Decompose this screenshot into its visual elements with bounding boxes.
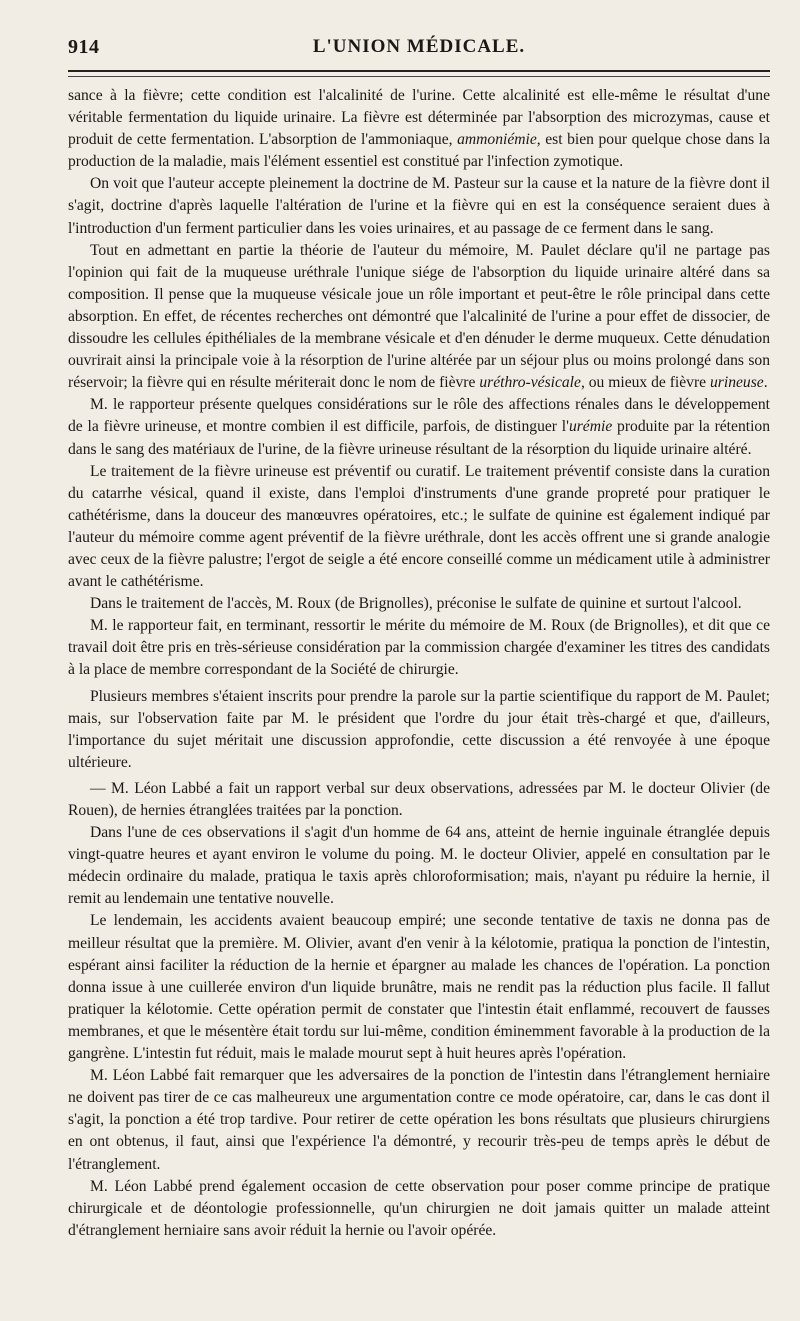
paragraph: [68, 822, 770, 910]
text-segment: — M. Léon Labbé a fait un rapport verbal sur deux observations, adressées par M. le docteur Olivier (de Rouen), de hernies étranglées traitées par la ponction.: [68, 779, 770, 819]
running-header: [68, 32, 770, 62]
italic-term: urineuse: [710, 374, 764, 392]
header-rule: [68, 70, 770, 72]
paragraph: [68, 615, 770, 681]
text-segment: On voit que l'auteur accepte pleinement la doctrine de M. Pasteur sur la cause et la nature de la fièvre dont il s'agit, doctrine d'après laquelle l'altération de l'urine et la fièvre qui en est la conséquence seraient dues à l'introduction d'un ferment particulier dans les voies urinaires, et au passage de ce ferment dans le sang.: [68, 175, 770, 237]
paragraph: [68, 240, 770, 395]
text-segment: Le traitement de la fièvre urineuse est préventif ou curatif. Le traitement préventif consiste dans la curation du catarrhe vésical, quand il existe, dans l'emploi d'instruments d'une grande propreté pour pratiquer le cathétérisme, dans la douceur des manœuvres opératoires, etc.; le sulfate de quinine est également indiqué par l'auteur du mémoire comme agent préventif de la fièvre uréthrale, dont les accès offrent une si grande analogie avec ceux de la fièvre palustre; l'ergot de seigle a été encore conseillé comme un médicament utile à administrer avant le cathétérisme.: [68, 462, 770, 591]
text-segment: Dans l'une de ces observations il s'agit d'un homme de 64 ans, atteint de hernie inguinale étranglée depuis vingt-quatre heures et ayant environ le volume du poing. M. le docteur Olivier, appelé en consultation par le médecin ordinaire du malade, pratiqua le taxis après chloroformisation; mais, n'ayant pu réduire la hernie, il remit au lendemain une tentative nouvelle.: [68, 824, 770, 908]
paragraph: [68, 1065, 770, 1175]
header-rule-thin: [68, 76, 770, 77]
paragraph: [68, 593, 770, 615]
text-segment: M. Léon Labbé fait remarquer que les adversaires de la ponction de l'intestin dans l'étranglement herniaire ne doivent pas tirer de ce cas malheureux une argumentation contre ce mode opératoire, car, dans le cas dont il s'agit, la ponction a été trop tardive. Pour retirer de cette opération les bons résultats que plusieurs chirurgiens en ont obtenus, il faut, ainsi que l'expérience l'a démontré, y recourir très-peu de temps après le début de l'étranglement.: [68, 1067, 770, 1173]
text-segment: Tout en admettant en partie la théorie de l'auteur du mémoire, M. Paulet déclare qu'il ne partage pas l'opinion qui fait de la muqueuse uréthrale l'unique siége de l'absorption du liquide urinaire altéré dans sa composition. Il pense que la muqueuse vésicale joue un rôle important et peut-être le rôle principal dans cette absorption. En effet, de récentes recherches ont démontré que l'alcalinité de l'urine a pour effet de dissocier, de dissoudre les cellules épithéliales de la membrane vésicale et d'en dénuder le derme muqueux. Cette dénudation ouvrirait ainsi la principale voie à la résorption de l'urine altérée par un séjour plus ou moins prolongé dans son réservoir; la fièvre qui en résulte mériterait donc le nom de fièvre: [68, 241, 770, 392]
paragraph: [68, 778, 770, 822]
italic-term: uréthro-vésicale: [479, 374, 581, 392]
text-segment: Plusieurs membres s'étaient inscrits pour prendre la parole sur la partie scientifique du rapport de M. Paulet; mais, sur l'observation faite par M. le président que l'ordre du jour était très-chargé et que, d'ailleurs, l'importance du sujet méritait une discussion approfondie, cette discussion a été renvoyée à une époque ultérieure.: [68, 687, 770, 771]
journal-title: L'UNION MÉDICALE.: [312, 36, 526, 57]
paragraph: [68, 1176, 770, 1242]
italic-term: urémie: [568, 418, 613, 436]
text-segment: M. Léon Labbé prend également occasion de cette observation pour poser comme principe de pratique chirurgicale et de déontologie professionnelle, qu'un chirurgien ne doit jamais quitter un malade atteint d'étranglement herniaire sans avoir réduit la hernie ou l'avoir opérée.: [68, 1177, 770, 1239]
paragraph: [68, 461, 770, 594]
text-segment: .: [763, 374, 768, 392]
page-number: 914: [68, 36, 100, 58]
text-segment: Le lendemain, les accidents avaient beaucoup empiré; une seconde tentative de taxis ne donna pas de meilleur résultat que la première. M. Olivier, avant d'en venir à la kélotomie, pratiqua la ponction de l'intestin, espérant ainsi faciliter la réduction de la hernie et épargner au malade les chances de l'opération. La ponction donna issue à une cuillerée environ d'un liquide brunâtre, mais ne rendit pas la réduction plus facile. Il fallut pratiquer la kélotomie. Cette opération permit de constater que l'intestin était enflammé, recouvert de fausses membranes, et que le mésentère était tordu sur lui-même, condition éminemment favorable à la production de la gangrène. L'intestin fut réduit, mais le malade mourut sept à huit heures après l'opération.: [68, 912, 770, 1063]
text-segment: Dans le traitement de l'accès, M. Roux (de Brignolles), préconise le sulfate de quinine et surtout l'alcool.: [90, 595, 742, 613]
text-segment: M. le rapporteur présente quelques considérations sur le rôle des affections rénales dans le développement de la fièvre urineuse, et montre combien il est difficile, parfois, de distinguer l': [68, 396, 770, 436]
italic-term: ammoniémie: [457, 131, 537, 149]
text-segment: sance à la fièvre; cette condition est l'alcalinité de l'urine. Cette alcalinité est elle-même le résultat d'une véritable fermentation du liquide urinaire. La fièvre est déterminée par l'absorption des microzymas, cause et produit de cette fermentation. L'absorption de l'ammoniaque,: [68, 87, 770, 149]
text-segment: , ou mieux de fièvre: [580, 374, 710, 392]
paragraph: [68, 910, 770, 1065]
text-segment: produite par la rétention dans le sang des matériaux de l'urine, de la fièvre urineuse résultant de la résorption du liquide urinaire altéré.: [68, 418, 770, 458]
paragraph: [68, 394, 770, 460]
paragraph: [68, 173, 770, 239]
paragraph: [68, 686, 770, 774]
paragraph: [68, 85, 770, 173]
text-segment: M. le rapporteur fait, en terminant, ressortir le mérite du mémoire de M. Roux (de Brignolles), et dit que ce travail doit être pris en très-sérieuse considération par la commission chargée d'examiner les titres des candidats à la place de membre correspondant de la Société de chirurgie.: [68, 617, 770, 679]
article-body: [68, 85, 770, 1242]
text-segment: , est bien pour quelque chose dans la production de la maladie, mais l'élément essentiel est constitué par l'infection zymotique.: [68, 131, 770, 171]
